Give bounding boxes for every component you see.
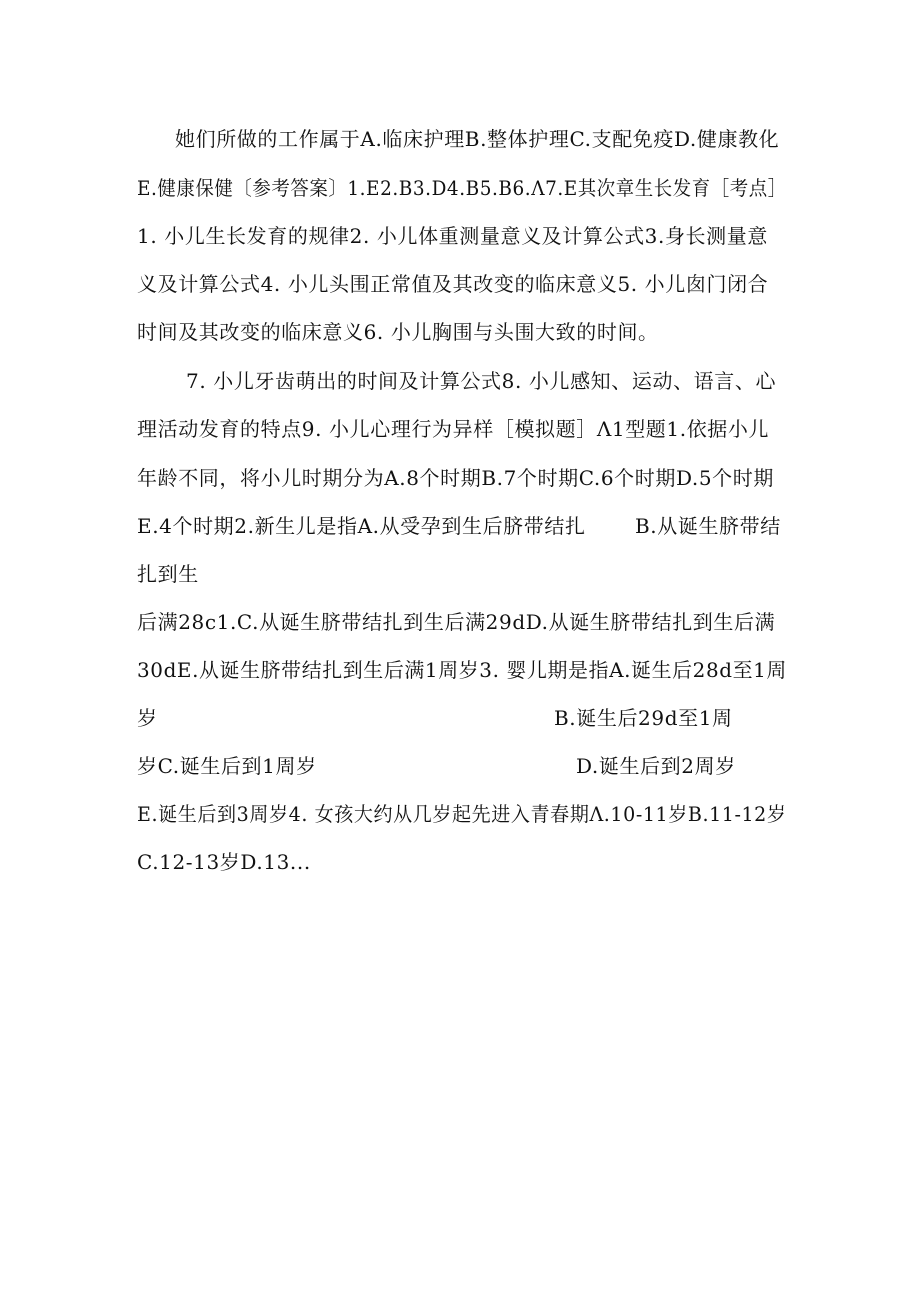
text-segment: 1. 小儿生长发育的规律2. 小儿体重测量意义及计算公式3.身长测量意 [137, 224, 768, 248]
text-segment: E.健康保健〔参考答案〕1.E2.B3.D4.B5.B6.Λ7.E其次章生长发育［考点］ [137, 176, 787, 200]
text-segment: 理活动发育的特点9. 小儿心理行为异样［模拟题］Λ1型题1.依据小儿 [137, 417, 770, 441]
text-segment: C.12-13岁D.13... [137, 850, 311, 874]
text-segment: E.诞生后到3周岁4. 女孩大约从几岁起先进入青春期Λ.10-11岁B.11-12岁 [137, 802, 787, 826]
text-segment: 扎到生 [137, 562, 199, 586]
text-segment: E.4个时期2.新生儿是指A.从受孕到生后脐带结扎 [137, 514, 586, 538]
text-segment: 岁C.诞生后到1周岁 [137, 754, 317, 778]
text-segment: 年龄不同，将小儿时期分为A.8个时期B.7个时期C.6个时期D.5个时期 [137, 466, 774, 490]
text-segment: 她们所做的工作属于A.临床护理B.整体护理C.支配免疫D.健康教化 [175, 127, 780, 151]
text-segment: B.从诞生脐带结 [635, 514, 781, 538]
text-segment: 后满28c1.C.从诞生脐带结扎到生后满29dD.从诞生脐带结扎到生后满 [137, 610, 776, 634]
text-segment: 7. 小儿牙齿萌出的时间及计算公式8. 小儿感知、运动、语言、心 [186, 369, 777, 393]
text-segment: B.诞生后29d至1周 [554, 706, 733, 730]
text-segment: 义及计算公式4. 小儿头围正常值及其改变的临床意义5. 小儿囱门闭合 [137, 272, 769, 296]
text-segment: D.诞生后到2周岁 [576, 754, 736, 778]
text-segment: 时间及其改变的临床意义6. 小儿胸围与头围大致的时间。 [137, 320, 659, 344]
text-segment: 30dE.从诞生脐带结扎到生后满1周岁3. 婴儿期是指A.诞生后28d至1周 [137, 658, 787, 682]
text-segment: 岁 [137, 706, 158, 730]
